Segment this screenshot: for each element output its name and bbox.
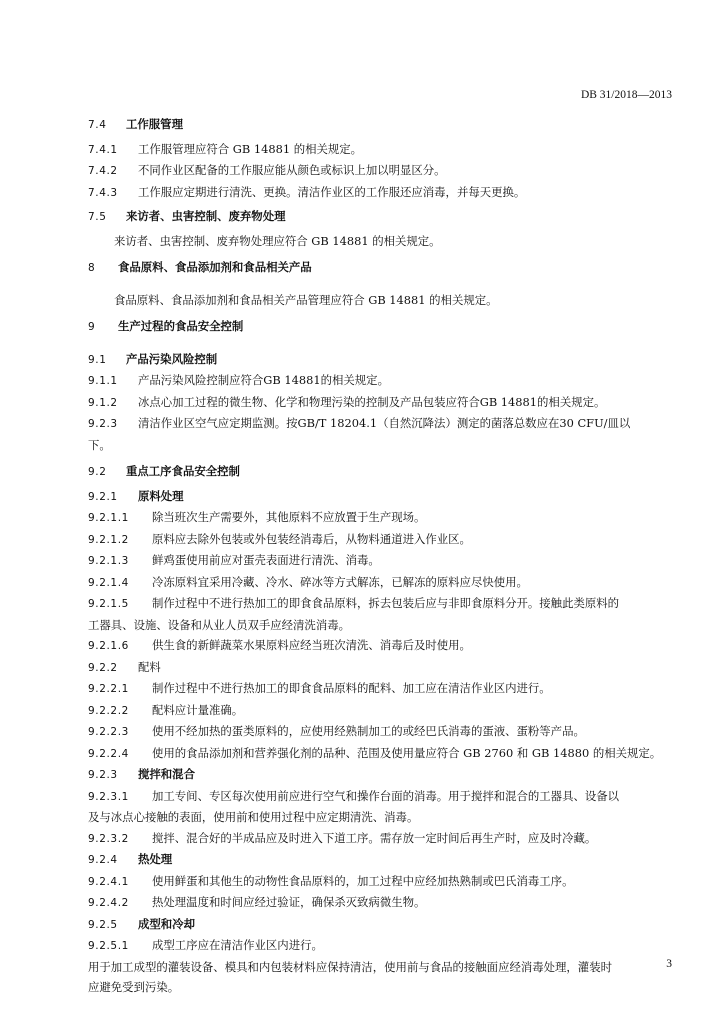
paragraph [88,290,672,311]
clause-text: 搅拌、混合好的半成品应及时进入下道工序。需存放一定时间后再生产时，应及时冷藏。 [152,830,597,845]
section-heading [88,114,672,136]
clause-number: 9.1.1 [88,375,118,387]
clause-line [88,828,672,850]
clause-line [88,635,672,657]
section-heading [88,316,672,338]
clause-text: 食品原料、食品添加剂和食品相关产品 [118,260,312,274]
clause-number: 9.2.4.2 [88,897,129,909]
clause-text: 搅拌和混合 [138,767,195,781]
clause-number: 9.2.1 [88,490,118,503]
clause-text: 原料处理 [138,488,184,503]
clause-line [88,435,672,456]
clause-line [88,957,672,978]
section-heading [88,914,672,936]
paragraph [88,231,672,252]
clause-line [88,139,672,161]
clause-text: 工作服管理 [126,117,183,131]
clause-text: 成型工序应在清洁作业区内进行。 [152,938,323,952]
clause-number: 9 [88,321,96,333]
clause-text: 制作过程中不进行热加工的即食食品原料的配料、加工应在清洁作业区内进行。 [152,681,551,695]
section-heading [88,849,672,871]
clause-line [88,700,672,722]
clause-text: 供生食的新鲜蔬菜水果原料应经当班次清洗、消毒后及时使用。 [152,638,471,652]
clause-text: 应避免受到污染。 [88,980,180,994]
clause-line [88,593,672,615]
clause-text: 来访者、虫害控制、废弃物处理应符合 GB 14881 的相关规定。 [114,233,441,248]
clause-text: 产品污染风险控制应符合GB 14881的相关规定。 [138,373,389,387]
clause-number: 9.1 [88,353,107,366]
document-body [88,114,672,998]
clause-text: 除当班次生产需要外，其他原料不应放置于生产现场。 [152,510,426,524]
clause-text: 清洁作业区空气应定期监测。按GB/T 18204.1（自然沉降法）测定的菌落总数应在30 CFU/皿以 [138,416,631,430]
clause-line [88,413,672,435]
clause-line [88,678,672,700]
clause-text: 制作过程中不进行热加工的即食食品原料，拆去包装后应与非即食原料分开。接触此类原料的 [152,596,620,610]
clause-text: 冰点心加工过程的微生物、化学和物理污染的控制及产品包装应符合GB 14881的相关规定。 [138,394,606,409]
clause-text: 重点工序食品安全控制 [126,464,240,478]
clause-line [88,160,672,182]
clause-text: 使用鲜蛋和其他生的动物性食品原料的，加工过程中应经加热熟制或巴氏消毒工序。 [152,873,574,888]
clause-line [88,786,672,808]
clause-number: 9.2.2.2 [88,704,129,717]
clause-text: 工作服应定期进行清洗、更换。清洁作业区的工作服还应消毒，并每天更换。 [138,184,526,199]
clause-text: 产品污染风险控制 [126,351,218,366]
clause-number: 9.1.2 [88,396,118,409]
clause-number: 9.2.2.4 [88,747,129,760]
clause-number: 7.4.3 [88,186,118,199]
clause-number: 9.2.3.2 [88,832,129,845]
section-heading [88,206,672,228]
clause-line [88,507,672,529]
clause-number: 9.2.4.1 [88,875,129,888]
clause-text: 食品原料、食品添加剂和食品相关产品管理应符合 GB 14881 的相关规定。 [114,292,498,307]
clause-number: 9.2.2.1 [88,683,129,695]
clause-number: 9.2.3 [88,418,118,430]
clause-line [88,182,672,204]
section-heading [88,257,672,279]
clause-line [88,550,672,572]
clause-number: 9.2.4 [88,854,118,866]
clause-text: 用于加工成型的灌装设备、模具和内包装材料应保持清洁，使用前与食品的接触面应经消毒处理，灌装时 [88,959,612,974]
clause-line [88,392,672,414]
clause-number: 9.2.1.3 [88,555,129,567]
clause-text: 成型和冷却 [138,916,195,931]
clause-text: 配料 [138,659,161,674]
clause-number: 9.2.3.1 [88,790,129,803]
clause-line [88,529,672,551]
clause-text: 原料应去除外包装或外包装经消毒后，从物料通道进入作业区。 [152,531,471,546]
clause-line [88,743,672,765]
clause-number: 7.4 [88,119,107,131]
clause-line [88,572,672,594]
clause-text: 生产过程的食品安全控制 [118,319,244,333]
clause-number: 8 [88,262,96,274]
clause-text: 使用的食品添加剂和营养强化剂的品种、范围及使用量应符合 GB 2760 和 GB 14880 的相关规定。 [152,745,662,760]
clause-line [88,370,672,392]
clause-text: 热处理温度和时间应经过验证，确保杀灭致病微生物。 [152,895,426,909]
clause-text: 及与冰点心接触的表面，使用前和使用过程中应定期清洗、消毒。 [88,810,419,824]
clause-number: 9.2.2.3 [88,726,129,738]
clause-number: 9.2.1.6 [88,640,129,652]
section-heading [88,764,672,786]
clause-text: 使用不经加热的蛋类原料的，应使用经熟制加工的或经巴氏消毒的蛋液、蛋粉等产品。 [152,724,585,738]
clause-text: 配料应计量准确。 [152,702,244,717]
clause-line [88,935,672,957]
clause-number: 7.4.1 [88,143,118,156]
clause-text: 下。 [88,437,111,452]
clause-line [88,977,672,998]
clause-text: 热处理 [138,852,173,866]
clause-text: 工作服管理应符合 GB 14881 的相关规定。 [138,141,363,156]
clause-line [88,892,672,914]
clause-number: 7.4.2 [88,165,118,177]
section-heading [88,349,672,371]
clause-number: 9.2.3 [88,769,118,781]
clause-text: 冷冻原料宜采用冷藏、冷水、碎冰等方式解冻，已解冻的原料应尽快使用。 [152,574,528,589]
clause-number: 7.5 [88,211,107,223]
clause-line [88,615,672,636]
clause-number: 9.2.1.5 [88,598,129,610]
clause-text: 加工专间、专区每次使用前应进行空气和操作台面的消毒。用于搅拌和混合的工器具、设备以 [152,788,620,803]
clause-number: 9.2 [88,466,107,478]
clause-number: 9.2.5.1 [88,940,129,952]
section-heading [88,657,672,679]
clause-text: 来访者、虫害控制、废弃物处理 [126,209,286,223]
page-number: 3 [666,958,672,970]
clause-text: 鲜鸡蛋使用前应对蛋壳表面进行清洗、消毒。 [152,553,380,567]
clause-line [88,807,672,828]
clause-line [88,871,672,893]
clause-number: 9.2.2 [88,661,118,674]
section-heading [88,486,672,508]
clause-text: 工器具、设施、设备和从业人员双手应经清洗消毒。 [88,617,350,632]
section-heading [88,461,672,483]
clause-line [88,721,672,743]
clause-text: 不同作业区配备的工作服应能从颜色或标识上加以明显区分。 [138,163,446,177]
clause-number: 9.2.1.2 [88,533,129,546]
standard-code: DB 31/2018—2013 [580,89,672,101]
clause-number: 9.2.1.1 [88,512,129,524]
clause-number: 9.2.1.4 [88,576,129,589]
clause-number: 9.2.5 [88,918,118,931]
